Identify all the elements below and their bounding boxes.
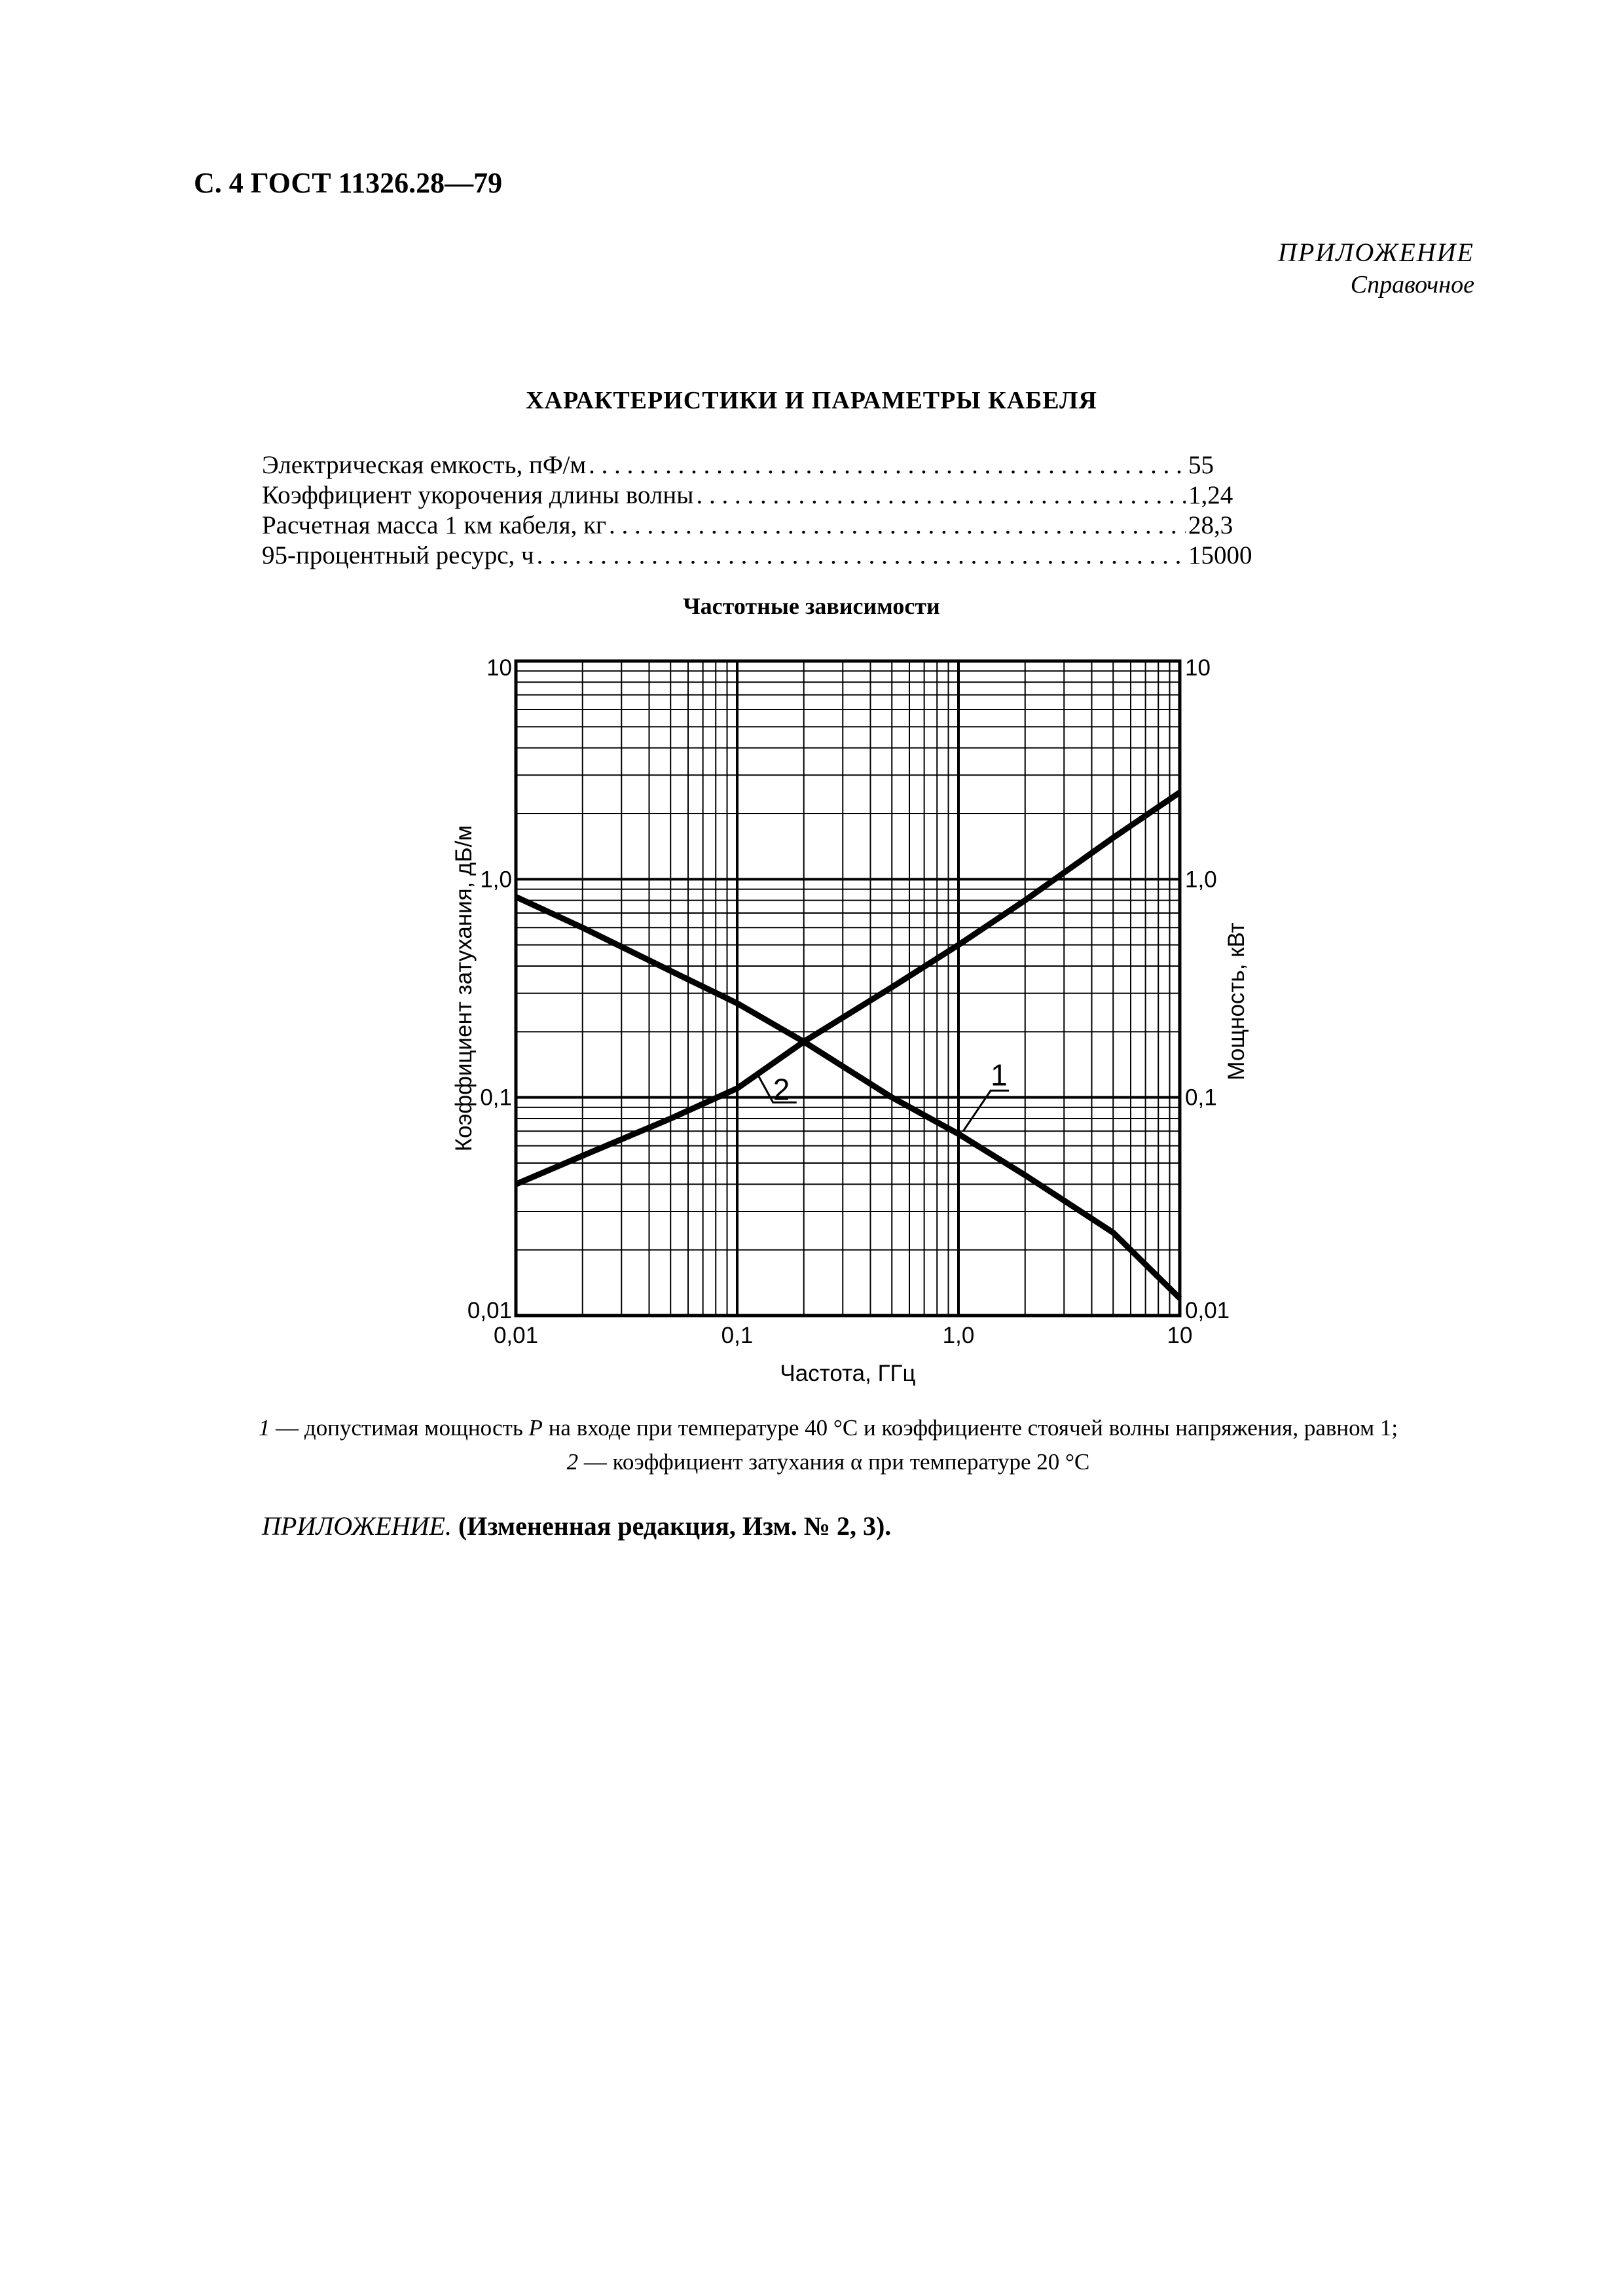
- amendment-label: ПРИЛОЖЕНИЕ.: [262, 1511, 452, 1541]
- y-tick-label-right: 10: [1185, 655, 1211, 681]
- chart-series: [516, 793, 1180, 1299]
- x-tick-label: 0,01: [493, 1323, 539, 1348]
- parameter-row: [262, 450, 1257, 480]
- caption-text: — допустимая мощность: [270, 1415, 529, 1441]
- leader-dots: [589, 450, 1186, 480]
- figure-caption: [196, 1411, 1460, 1479]
- parameter-label: Коэффициент укорочения длины волны: [262, 481, 694, 509]
- parameter-row: [262, 480, 1257, 511]
- chart-title: Частотные зависимости: [683, 593, 940, 619]
- y-tick-label-left: 1,0: [480, 867, 512, 893]
- caption-text: на входе при температуре 40 °С и коэффициенте стоячей волны напряжения, равном 1;: [542, 1415, 1398, 1441]
- x-tick-label: 0,1: [721, 1323, 754, 1348]
- caption-symbol: P: [528, 1415, 543, 1441]
- parameter-value: 15000: [1188, 541, 1252, 569]
- y-tick-label-left: 0,01: [467, 1298, 512, 1323]
- caption-text: — коэффициент затухания α при температуре 20 °С: [578, 1449, 1090, 1475]
- series-2-label: 2: [773, 1072, 790, 1107]
- parameter-label: Электрическая емкость, пФ/м: [262, 451, 587, 479]
- series-1-label: 1: [991, 1058, 1008, 1092]
- x-tick-label: 10: [1167, 1323, 1193, 1348]
- parameters-list: [262, 450, 1257, 571]
- y-tick-label-right: 1,0: [1185, 867, 1217, 893]
- caption-series-1-number: 1: [258, 1415, 270, 1441]
- caption-line-2: [196, 1445, 1460, 1479]
- series-line-2: [516, 793, 1180, 1185]
- appendix-subtitle: Справочное: [1350, 271, 1474, 298]
- leader-dots: [537, 541, 1186, 570]
- caption-series-2-number: 2: [566, 1449, 579, 1475]
- frequency-chart: [393, 641, 1309, 1407]
- section-title: ХАРАКТЕРИСТИКИ И ПАРАМЕТРЫ КАБЕЛЯ: [526, 387, 1097, 414]
- amendment-note: [262, 1511, 891, 1541]
- leader-dots: [696, 480, 1186, 510]
- plot-frame: [516, 661, 1180, 1316]
- parameter-value: 28,3: [1188, 511, 1233, 539]
- amendment-text: (Измененная редакция, Изм. № 2, 3).: [451, 1511, 892, 1541]
- y-axis-label-left: Коэффициент затухания, дБ/м: [451, 825, 477, 1152]
- parameter-label: 95-процентный ресурс, ч: [262, 541, 534, 569]
- chart-grid: [516, 661, 1180, 1316]
- appendix-title: ПРИЛОЖЕНИЕ: [1278, 238, 1474, 267]
- appendix-block: [1278, 237, 1474, 299]
- parameter-row: [262, 541, 1257, 571]
- y-tick-label-right: 0,1: [1185, 1085, 1217, 1111]
- y-tick-label-left: 10: [486, 655, 512, 681]
- y-axis-label-right: Мощность, кВт: [1224, 922, 1249, 1081]
- caption-line-1: [196, 1411, 1460, 1445]
- parameter-label: Расчетная масса 1 км кабеля, кг: [262, 511, 607, 539]
- y-tick-label-left: 0,1: [480, 1085, 512, 1111]
- leader-dots: [609, 511, 1186, 540]
- page-header: С. 4 ГОСТ 11326.28—79: [194, 167, 503, 199]
- x-axis-label: Частота, ГГц: [780, 1361, 916, 1386]
- chart-labels: [451, 655, 1249, 1386]
- x-tick-label: 1,0: [942, 1323, 975, 1348]
- parameter-value: 1,24: [1188, 481, 1233, 509]
- parameter-row: [262, 511, 1257, 541]
- parameter-value: 55: [1188, 451, 1214, 479]
- y-tick-label-right: 0,01: [1185, 1298, 1230, 1323]
